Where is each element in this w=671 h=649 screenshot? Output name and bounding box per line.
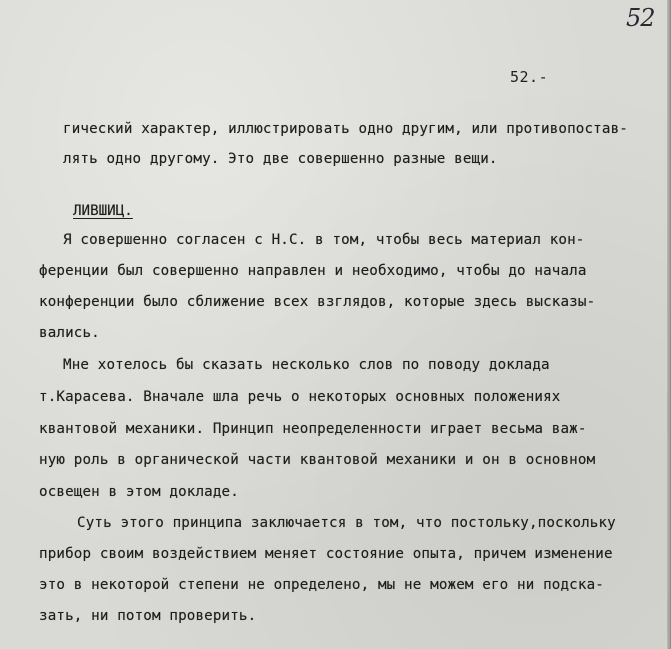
opening-line-1: гический характер, иллюстрировать одно другим, или противопостав-: [63, 121, 628, 137]
speaker-name: ЛИВШИЦ.: [73, 203, 133, 219]
paragraph-2-line-1: Мне хотелось бы сказать несколько слов по поводу доклада: [63, 357, 550, 373]
paragraph-1-line-2: ференции был совершенно направлен и необходимо, чтобы до начала: [39, 263, 587, 279]
paragraph-2-line-2: т.Карасева. Вначале шла речь о некоторых основных положениях: [39, 389, 561, 405]
paragraph-1-line-1: Я совершенно согласен с Н.С. в том, чтобы весь материал кон-: [63, 232, 585, 248]
paragraph-2-line-5: освещен в этом докладе.: [39, 484, 239, 500]
page-edge: [667, 0, 671, 649]
paragraph-1-line-3: конференции было сближение всех взглядов, которые здесь высказы-: [39, 294, 596, 310]
opening-line-2: лять одно другому. Это две совершенно разные вещи.: [63, 151, 498, 167]
paragraph-3-line-2: прибор своим воздействием меняет состояние опыта, причем изменение: [39, 546, 613, 562]
page-number: 52.-: [510, 68, 549, 86]
paragraph-2-line-4: ную роль в органической части квантовой механики и он в основном: [39, 452, 596, 468]
paragraph-2-line-3: квантовой механики. Принцип неопределенности играет весьма важ-: [39, 421, 587, 437]
paragraph-3-line-1: Суть этого принципа заключается в том, что постольку,поскольку: [77, 515, 616, 531]
paragraph-3-line-3: это в некоторой степени не определено, мы не можем его ни подска-: [39, 577, 604, 593]
paragraph-1-line-4: вались.: [39, 325, 100, 341]
archive-page-number: 52: [626, 4, 655, 32]
paragraph-3-line-4: зать, ни потом проверить.: [39, 608, 257, 624]
